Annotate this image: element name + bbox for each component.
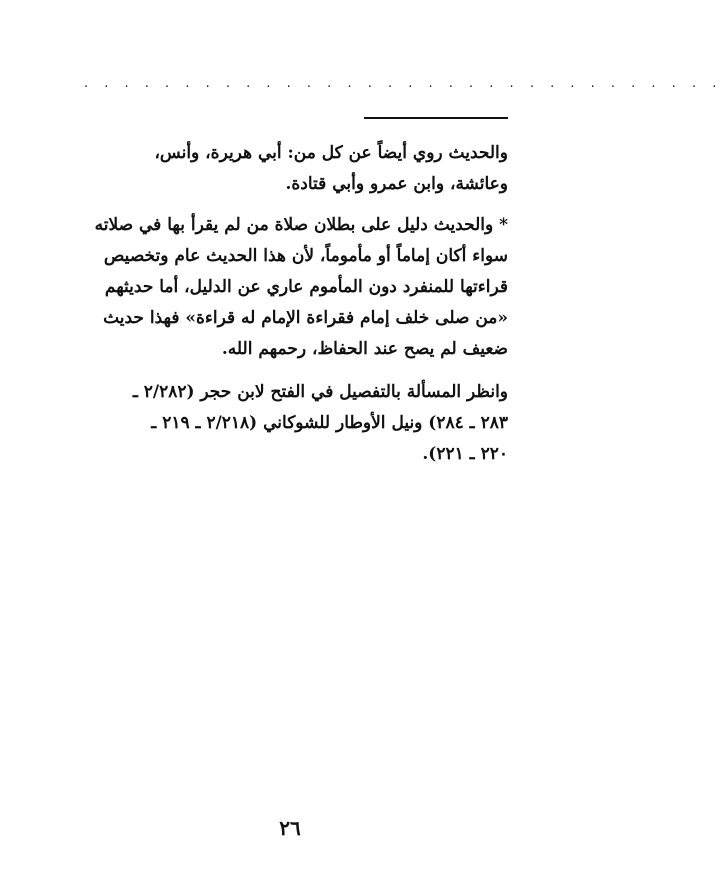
footnote-rule <box>364 117 508 119</box>
text-line: قراءتها للمنفرد دون المأموم عاري عن الدليل، أما حديثهم <box>104 277 508 297</box>
text-line: وعائشة، وابن عمرو وأبي قتادة. <box>285 174 508 194</box>
text-line: ٢٨٣ ـ ٢٨٤) ونيل الأوطار للشوكاني (٢/٢١٨ ـ ٢١٩ ـ <box>151 413 508 433</box>
text-line: * والحديث دليل على بطلان صلاة من لم يقرأ بها في صلاته <box>94 215 508 235</box>
text-line: ضعيف لم يصح عند الحفاظ، رحمهم الله. <box>221 339 508 359</box>
page-number: ٢٦ <box>279 816 301 840</box>
paragraph-ruling <box>78 210 508 365</box>
text-line: والحديث روي أيضاً عن كل من: أبي هريرة، وأنس، <box>154 143 508 163</box>
text-line: «من صلى خلف إمام فقراءة الإمام له قراءة» فهذا حديث <box>103 308 508 328</box>
text-line: وانظر المسألة بالتفصيل في الفتح لابن حجر (٢/٢٨٢ ـ <box>132 382 508 402</box>
paragraph-hadith-narrators <box>78 138 508 200</box>
text-line: ٢٢٠ ـ ٢٢١). <box>422 444 508 464</box>
text-line: سواء أكان إماماً أو مأموماً، لأن هذا الحديث عام وتخصيص <box>103 246 508 266</box>
footnote-dotted-separator: . . . . . . . . . . . . . . . . . . . . . . . . . . . . . . . . <box>84 76 722 91</box>
paragraph-references <box>78 377 508 470</box>
